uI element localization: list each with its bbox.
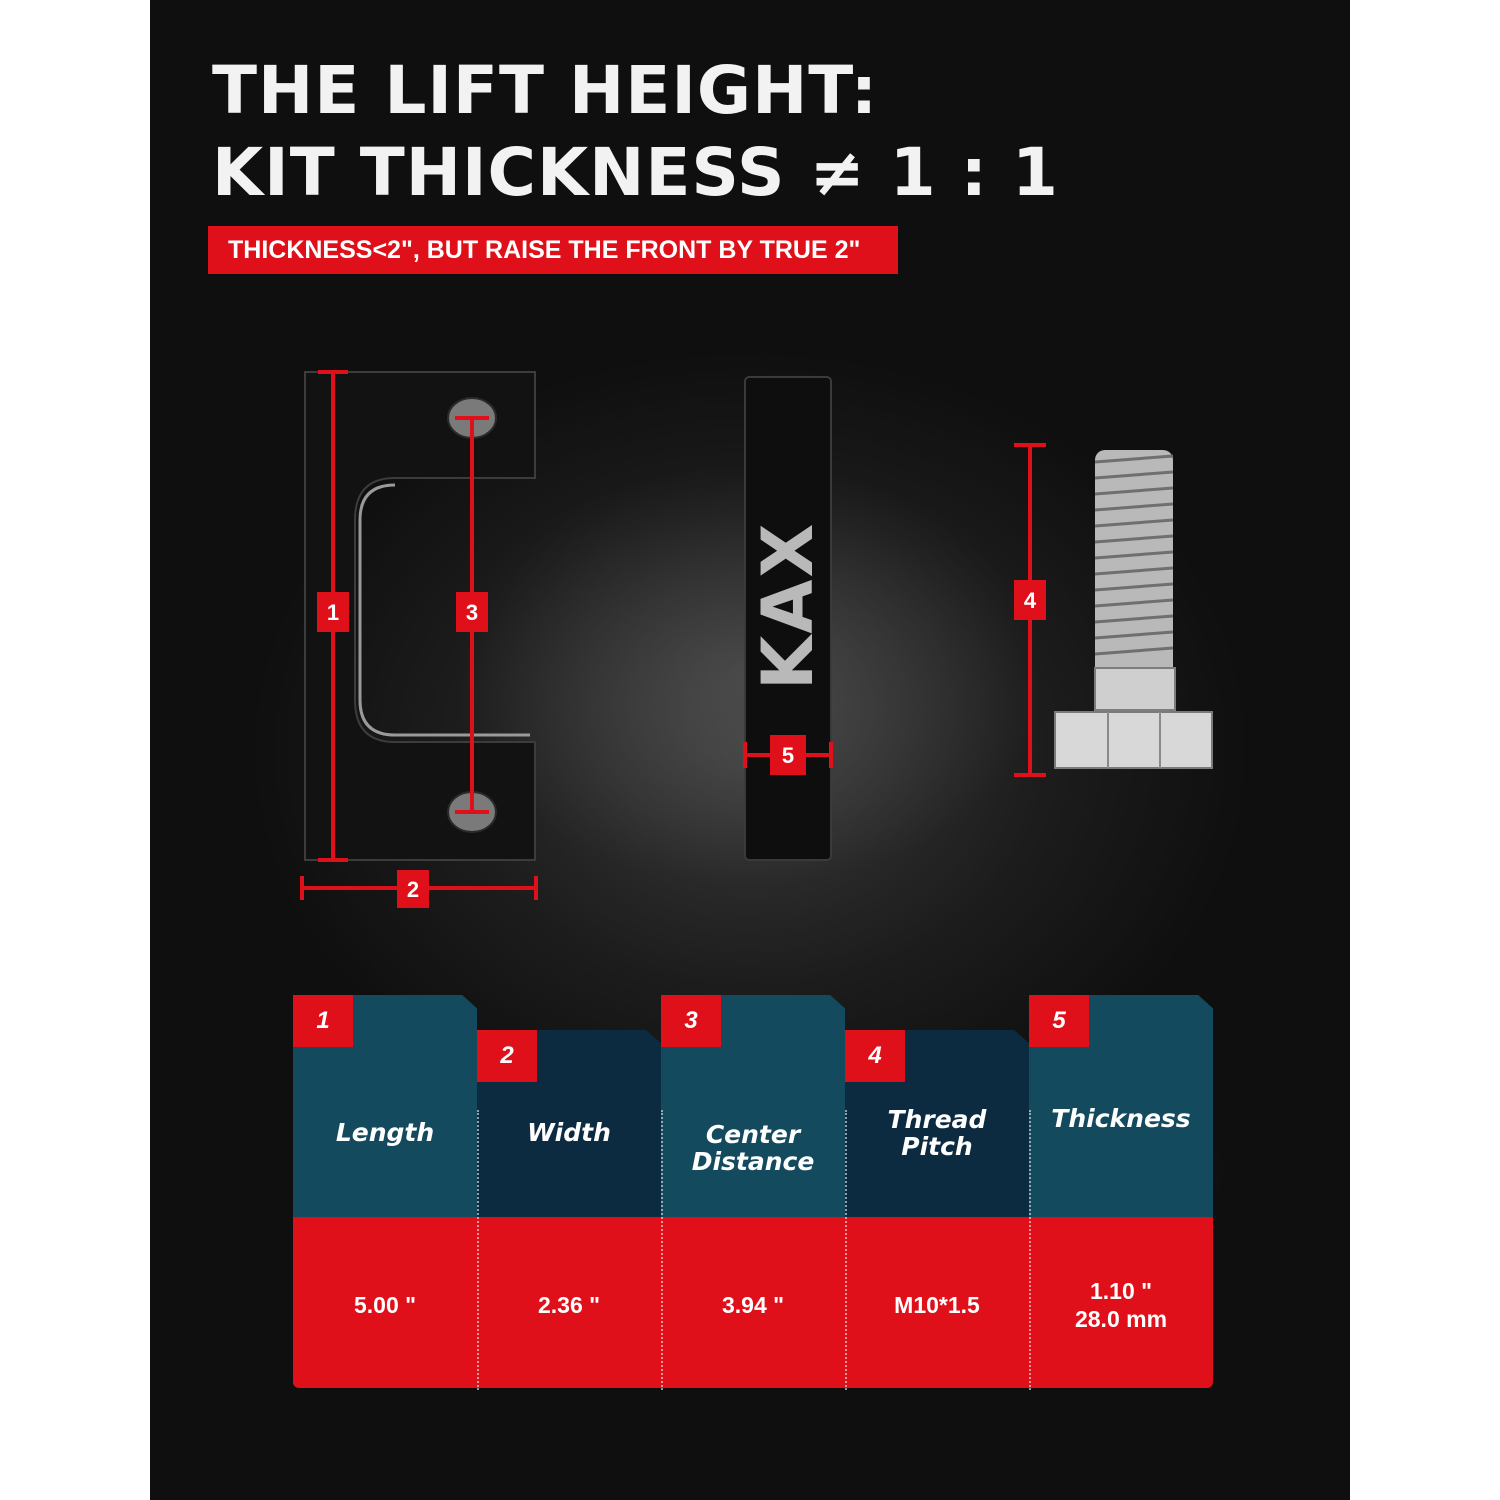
spec-label: Width	[527, 1118, 611, 1147]
marker-2	[397, 870, 429, 908]
spec-value: 2.36 "	[537, 1292, 601, 1318]
spec-column-width	[477, 1030, 661, 1388]
headline-line-2: KIT THICKNESS ≠ 1 : 1	[212, 134, 1059, 211]
subtitle-banner: THICKNESS<2", BUT RAISE THE FRONT BY TRUE 2"	[208, 226, 898, 274]
column-divider	[1029, 1110, 1031, 1390]
spec-column-center-distance	[661, 995, 845, 1388]
kax-logo: KAX	[747, 521, 829, 690]
column-divider	[477, 1110, 479, 1390]
spec-column-length	[293, 995, 477, 1388]
spec-label: Length	[335, 1118, 435, 1147]
spec-number-badge: 4	[845, 1030, 905, 1082]
spec-column-thickness	[1029, 995, 1213, 1388]
spec-value: 1.10 " 28.0 mm	[1074, 1278, 1168, 1332]
spec-column-thread-pitch	[845, 1030, 1029, 1388]
svg-text:3: 3	[465, 600, 479, 625]
marker-1	[317, 592, 349, 632]
headline-line-1: THE LIFT HEIGHT:	[212, 52, 879, 129]
marker-4	[1014, 580, 1046, 620]
svg-text:1: 1	[326, 600, 340, 625]
spec-label: Center Distance	[691, 1120, 815, 1176]
spec-value: M10*1.5	[894, 1292, 980, 1318]
svg-text:4: 4	[1023, 588, 1037, 613]
spec-number-badge: 3	[661, 995, 721, 1047]
spec-label: Thread Pitch	[887, 1105, 987, 1161]
column-divider	[661, 1110, 663, 1390]
spacer-block	[745, 377, 831, 860]
svg-text:2: 2	[406, 877, 420, 902]
hex-bolt	[1055, 450, 1212, 768]
spec-number-badge: 5	[1029, 995, 1089, 1047]
spec-value: 5.00 "	[353, 1292, 417, 1318]
spec-number-badge: 1	[293, 995, 353, 1047]
product-infographic	[150, 0, 1350, 1500]
column-divider	[845, 1110, 847, 1390]
spec-value: 3.94 "	[721, 1292, 785, 1318]
spec-label: Thickness	[1051, 1104, 1191, 1133]
svg-text:5: 5	[781, 743, 795, 768]
spec-number-badge: 2	[477, 1030, 537, 1082]
marker-3	[456, 592, 488, 632]
marker-5	[770, 735, 806, 775]
